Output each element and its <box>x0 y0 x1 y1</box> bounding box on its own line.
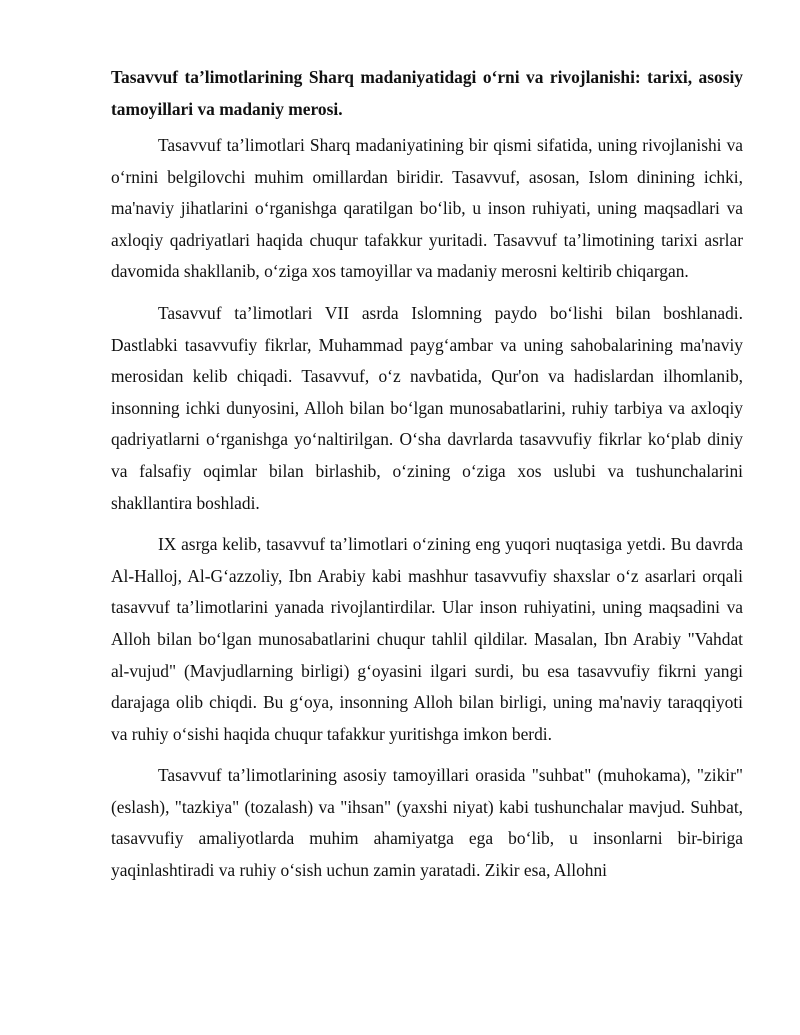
document-page <box>111 62 743 897</box>
paragraph-3: IX asrga kelib, tasavvuf ta’limotlari o‘zining eng yuqori nuqtasiga yetdi. Bu davrda Al-Halloj, Al-G‘azzoliy, Ibn Arabiy kabi mashhur tasavvufiy shaxslar o‘z asarlari orqali tasavvuf ta’limotlarini yanada rivojlantirdilar. Ular inson ruhiyatini, uning maqsadini va Alloh bilan bo‘lgan munosabatlarini chuqur tahlil qildilar. Masalan, Ibn Arabiy "Vahdat al-vujud" (Mavjudlarning birligi) g‘oyasini ilgari surdi, bu esa tasavvufiy fikrni yangi darajaga olib chiqdi. Bu g‘oya, insonning Alloh bilan birligi, uning ma'naviy taraqqiyoti va ruhiy o‘sishi haqida chuqur tafakkur yuritishga imkon berdi. <box>111 534 743 744</box>
document-title: Tasavvuf ta’limotlarining Sharq madaniyatidagi o‘rni va rivojlanishi: tarixi, asosiy tamoyillari va madaniy merosi. <box>111 67 743 119</box>
paragraph-1: Tasavvuf ta’limotlari Sharq madaniyatining bir qismi sifatida, uning rivojlanishi va o‘rnini belgilovchi muhim omillardan biridir. Tasavvuf, asosan, Islom dinining ichki, ma'naviy jihatlarini o‘rganishga qaratilgan bo‘lib, u inson ruhiyati, uning maqsadlari va axloqiy qadriyatlari haqida chuqur tafakkur yuritadi. Tasavvuf ta’limotining tarixi asrlar davomida shakllanib, o‘ziga xos tamoyillar va madaniy merosni keltirib chiqargan. <box>111 135 743 282</box>
paragraph-2: Tasavvuf ta’limotlari VII asrda Islomning paydo bo‘lishi bilan boshlanadi. Dastlabki tasavvufiy fikrlar, Muhammad payg‘ambar va uning sahobalarining ma'naviy merosidan kelib chiqadi. Tasavvuf, o‘z navbatida, Qur'on va hadislardan ilhomlanib, insonning ichki dunyosini, Alloh bilan bo‘lgan munosabatlarini, ruhiy tarbiya va axloqiy qadriyatlarni o‘rganishga yo‘naltirilgan. O‘sha davrlarda tasavvufiy fikrlar ko‘plab diniy va falsafiy oqimlar bilan birlashib, o‘zining o‘ziga xos uslubi va tushunchalarini shakllantira boshladi. <box>111 302 743 513</box>
paragraph-4: Tasavvuf ta’limotlarining asosiy tamoyillari orasida "suhbat" (muhokama), "zikir" (eslash), "tazkiya" (tozalash) va "ihsan" (yaxshi niyat) kabi tushunchalar mavjud. Suhbat, tasavvufiy amaliyotlarda muhim ahamiyatga ega bo‘lib, u insonlarni bir-biriga yaqinlashtiradi va ruhiy o‘sish uchun zamin yaratadi. Zikir esa, Allohni <box>111 765 743 881</box>
